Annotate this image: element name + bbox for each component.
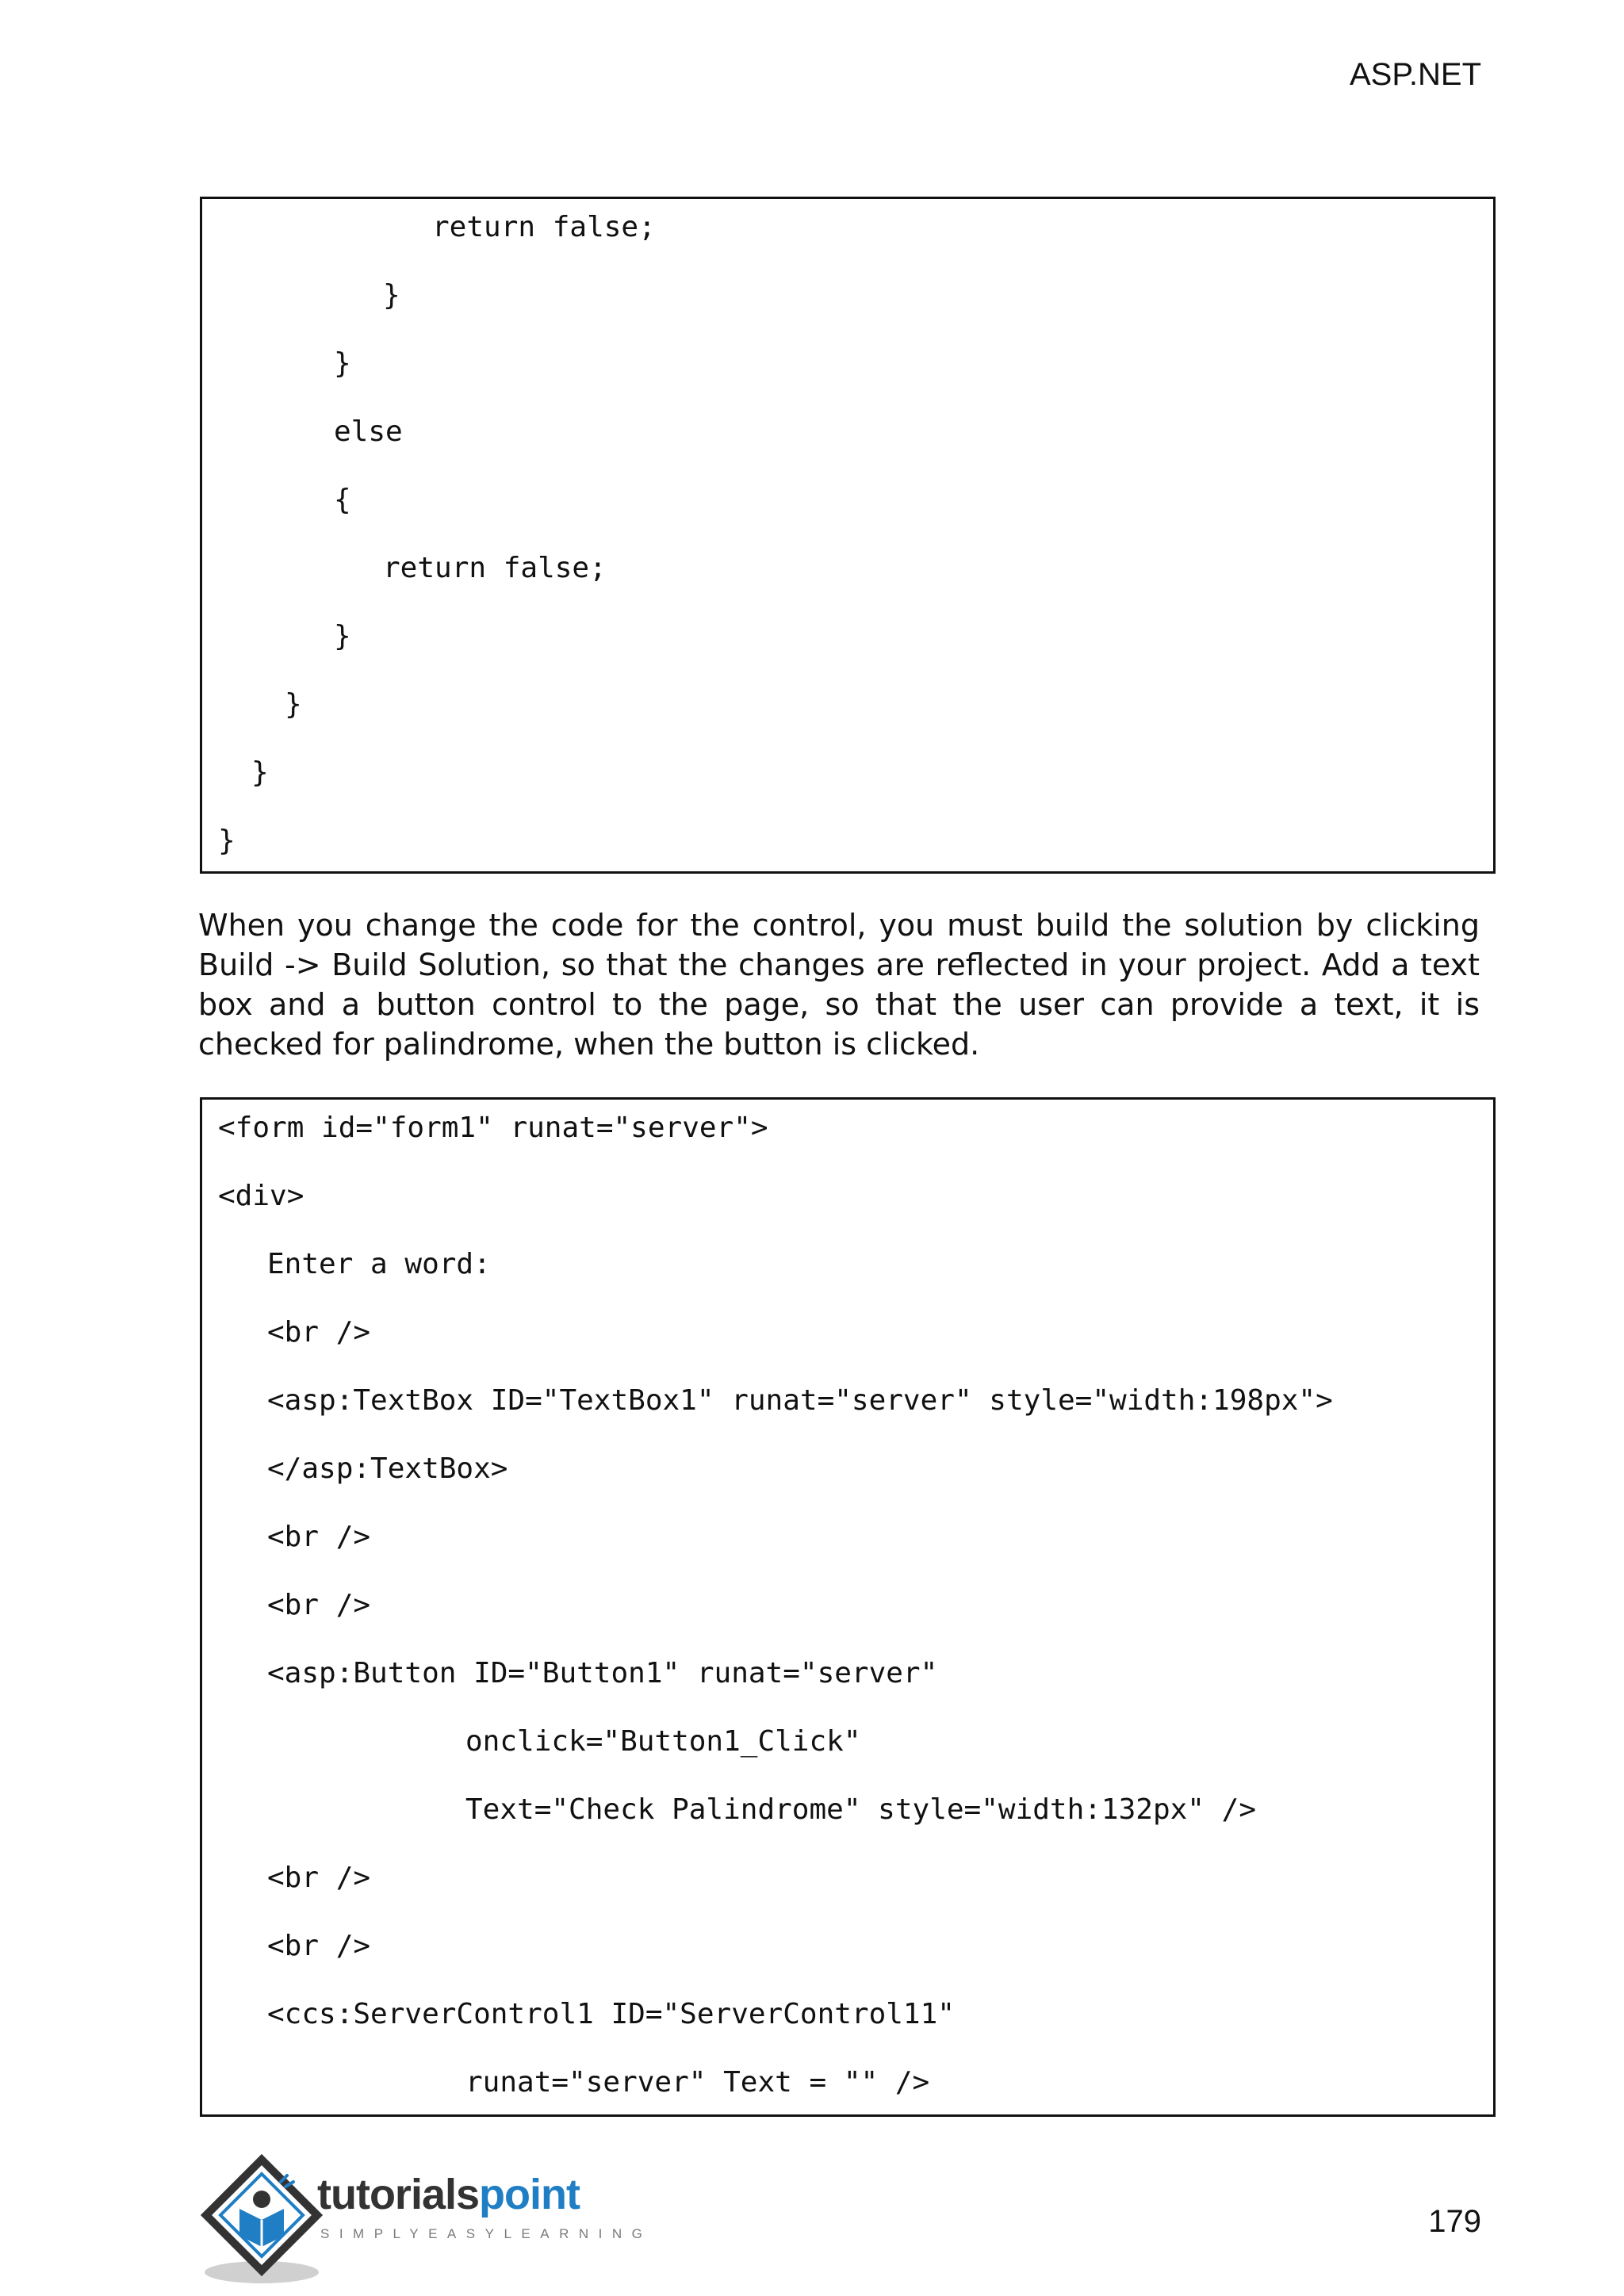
code-line: </asp:TextBox>: [267, 1452, 508, 1485]
code-line: onclick="Button1_Click": [465, 1725, 861, 1758]
tutorialspoint-logo: [198, 2153, 653, 2288]
code-line: <asp:TextBox ID="TextBox1" runat="server" style="width:198px">: [267, 1384, 1333, 1417]
logo-wordmark: [317, 2171, 580, 2218]
code-line: <br />: [267, 1862, 371, 1894]
code-line: }: [334, 620, 351, 652]
code-line: <asp:Button ID="Button1" runat="server": [267, 1657, 938, 1689]
code-line: }: [285, 688, 302, 721]
code-line: }: [383, 279, 400, 312]
code-line: runat="server" Text = "" />: [465, 2066, 930, 2099]
code-line: else: [334, 415, 403, 448]
code-line: <form id="form1" runat="server">: [218, 1112, 768, 1144]
code-line: <br />: [267, 1521, 371, 1553]
code-line: Enter a word:: [267, 1248, 491, 1280]
logo-word-point: point: [479, 2171, 580, 2218]
code-line: return false;: [383, 552, 607, 584]
code-line: return false;: [432, 211, 656, 243]
logo-word-tutorials: tutorials: [317, 2171, 480, 2218]
logo-emblem-icon: [198, 2153, 325, 2288]
code-line: <ccs:ServerControl1 ID="ServerControl11": [267, 1998, 955, 2030]
body-paragraph: When you change the code for the control, you must build the solution by clicking Build -> Build Solution, so that the changes are reflected in your project. Add a text box and a button control to the page, so that the user can provide a text, it is checked for palindrome, when the button is clicked.: [198, 908, 1480, 1062]
code-line: <br />: [267, 1930, 371, 1962]
code-block-1: [200, 197, 1496, 874]
code-line: }: [251, 756, 269, 789]
code-line: {: [334, 484, 351, 516]
code-line: <div>: [218, 1180, 304, 1212]
code-block-2: [200, 1097, 1496, 2117]
code-line: Text="Check Palindrome" style="width:132px" />: [465, 1793, 1256, 1826]
code-line: <br />: [267, 1316, 371, 1349]
code-line: }: [334, 347, 351, 380]
logo-tagline: SIMPLYEASYLEARNING: [320, 2226, 653, 2241]
page-number: 179: [1428, 2204, 1481, 2239]
code-line: <br />: [267, 1589, 371, 1621]
running-header-title: ASP.NET: [1350, 57, 1481, 92]
code-line: }: [218, 825, 236, 857]
